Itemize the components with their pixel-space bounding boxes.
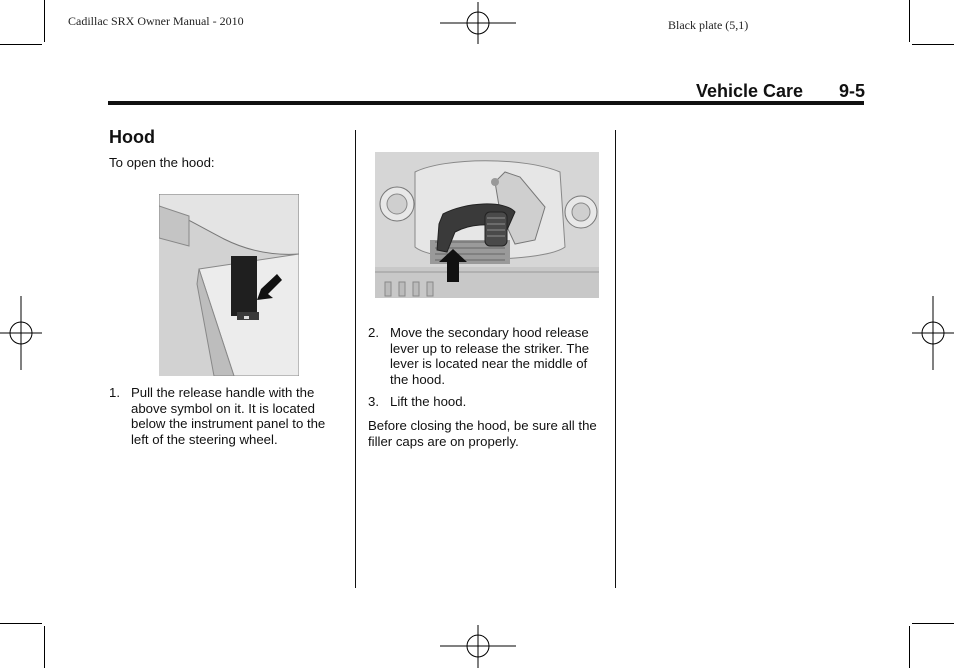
crop-mark	[912, 44, 954, 45]
secondary-hood-release-lever-illustration	[375, 152, 599, 298]
step-number: 2.	[368, 325, 379, 340]
crop-mark	[909, 626, 910, 668]
column-divider	[355, 130, 356, 588]
registration-mark-icon	[0, 296, 42, 370]
manual-title: Cadillac SRX Owner Manual - 2010	[68, 14, 244, 28]
header-rule	[108, 101, 864, 105]
registration-mark-icon	[440, 625, 516, 668]
page-number: 9-5	[839, 81, 866, 101]
section-heading: Hood	[109, 127, 155, 147]
closing-note: Before closing the hood, be sure all the filler caps are on properly.	[368, 418, 597, 449]
list-item	[368, 325, 604, 387]
steps-list-1	[109, 385, 341, 454]
crop-mark	[0, 44, 42, 45]
section-title: Vehicle Care	[696, 81, 804, 101]
step-number: 3.	[368, 394, 379, 410]
plate-label: Black plate (5,1)	[668, 18, 749, 32]
steps-list-2	[368, 325, 604, 417]
registration-mark-icon	[912, 296, 954, 370]
list-item	[368, 394, 604, 410]
hood-release-handle-illustration	[159, 194, 299, 376]
crop-mark	[912, 623, 954, 624]
intro-text: To open the hood:	[109, 155, 215, 170]
step-text: Lift the hood.	[390, 394, 467, 410]
step-text: Pull the release handle with the above symbol on it. It is located below the instrument panel to the left of the steering wheel.	[131, 385, 326, 447]
step-number: 1.	[109, 385, 120, 400]
registration-mark-icon	[440, 2, 516, 44]
column-divider	[615, 130, 616, 588]
list-item	[109, 385, 341, 447]
crop-mark	[909, 0, 910, 42]
crop-mark	[0, 623, 42, 624]
step-text: Move the secondary hood release lever up to release the striker. The lever is located near the middle of the hood.	[390, 325, 590, 387]
crop-mark	[44, 626, 45, 668]
crop-mark	[44, 0, 45, 42]
